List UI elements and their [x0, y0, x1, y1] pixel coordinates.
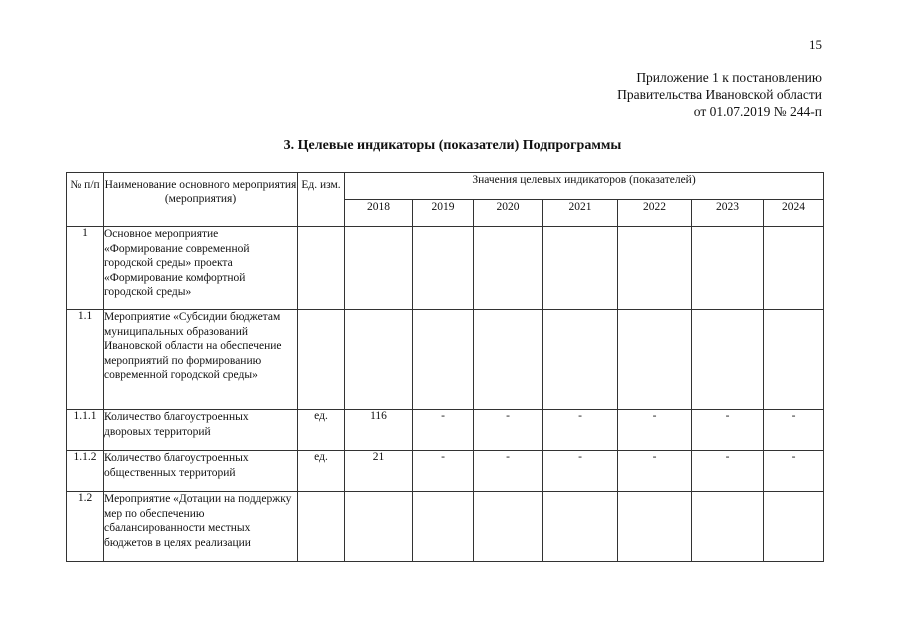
- row-num: 1.1: [67, 310, 104, 410]
- row-value: [692, 310, 764, 410]
- row-value: [474, 492, 543, 562]
- row-value: -: [764, 451, 824, 492]
- page-number: 15: [809, 37, 822, 52]
- indicators-table: [66, 172, 824, 562]
- header-num: № п/п: [67, 173, 104, 227]
- row-value: -: [474, 451, 543, 492]
- header-year: 2021: [543, 200, 618, 227]
- row-name: Мероприятие «Дотации на поддержку мер по обеспечению сбалансированности местных бюджетов в целях реализации: [104, 492, 298, 562]
- row-value: -: [692, 410, 764, 451]
- row-value: [692, 492, 764, 562]
- row-unit: [298, 492, 345, 562]
- row-value: [543, 492, 618, 562]
- row-value: [543, 310, 618, 410]
- row-value: [474, 310, 543, 410]
- row-value: [543, 227, 618, 310]
- row-value: 21: [345, 451, 413, 492]
- row-name: Основное мероприятие «Формирование современной городской среды» проекта «Формирование комфортной городской среды»: [104, 227, 298, 310]
- appendix-line: Приложение 1 к постановлению: [636, 70, 822, 85]
- table-row: [67, 451, 824, 492]
- table-row: [67, 492, 824, 562]
- header-year: 2018: [345, 200, 413, 227]
- row-value: [345, 492, 413, 562]
- row-value: -: [413, 451, 474, 492]
- header-name: Наименование основного мероприятия (мероприятия): [104, 173, 298, 227]
- table-row: [67, 410, 824, 451]
- row-unit: [298, 227, 345, 310]
- row-value: [618, 492, 692, 562]
- row-value: -: [692, 451, 764, 492]
- row-value: [345, 310, 413, 410]
- row-value: [413, 492, 474, 562]
- row-unit: [298, 310, 345, 410]
- row-num: 1: [67, 227, 104, 310]
- section-title: 3. Целевые индикаторы (показатели) Подпрограммы: [283, 138, 622, 153]
- row-value: [618, 310, 692, 410]
- row-value: 116: [345, 410, 413, 451]
- row-value: -: [764, 410, 824, 451]
- row-value: [413, 227, 474, 310]
- header-year: 2024: [764, 200, 824, 227]
- row-value: [764, 492, 824, 562]
- header-year: 2023: [692, 200, 764, 227]
- header-year: 2019: [413, 200, 474, 227]
- appendix-reference: [617, 69, 822, 120]
- row-unit: ед.: [298, 451, 345, 492]
- row-name: Количество благоустроенных дворовых территорий: [104, 410, 298, 451]
- row-value: -: [474, 410, 543, 451]
- row-value: -: [543, 451, 618, 492]
- row-value: [345, 227, 413, 310]
- row-value: [764, 310, 824, 410]
- header-year: 2020: [474, 200, 543, 227]
- header-unit: Ед. изм.: [298, 173, 345, 227]
- row-unit: ед.: [298, 410, 345, 451]
- row-value: [692, 227, 764, 310]
- row-value: [413, 310, 474, 410]
- row-value: -: [618, 410, 692, 451]
- row-num: 1.1.2: [67, 451, 104, 492]
- table-row: [67, 227, 824, 310]
- row-name: Количество благоустроенных общественных территорий: [104, 451, 298, 492]
- header-year: 2022: [618, 200, 692, 227]
- row-value: [474, 227, 543, 310]
- row-value: [764, 227, 824, 310]
- appendix-line: Правительства Ивановской области: [617, 87, 822, 102]
- row-value: [618, 227, 692, 310]
- appendix-line: от 01.07.2019 № 244-п: [693, 104, 822, 119]
- row-value: -: [413, 410, 474, 451]
- row-num: 1.1.1: [67, 410, 104, 451]
- row-value: -: [618, 451, 692, 492]
- row-name: Мероприятие «Субсидии бюджетам муниципальных образований Ивановской области на обеспечение мероприятий по формированию современной городской среды»: [104, 310, 298, 410]
- row-value: -: [543, 410, 618, 451]
- row-num: 1.2: [67, 492, 104, 562]
- table-row: [67, 310, 824, 410]
- header-values-group: Значения целевых индикаторов (показателей): [345, 173, 824, 200]
